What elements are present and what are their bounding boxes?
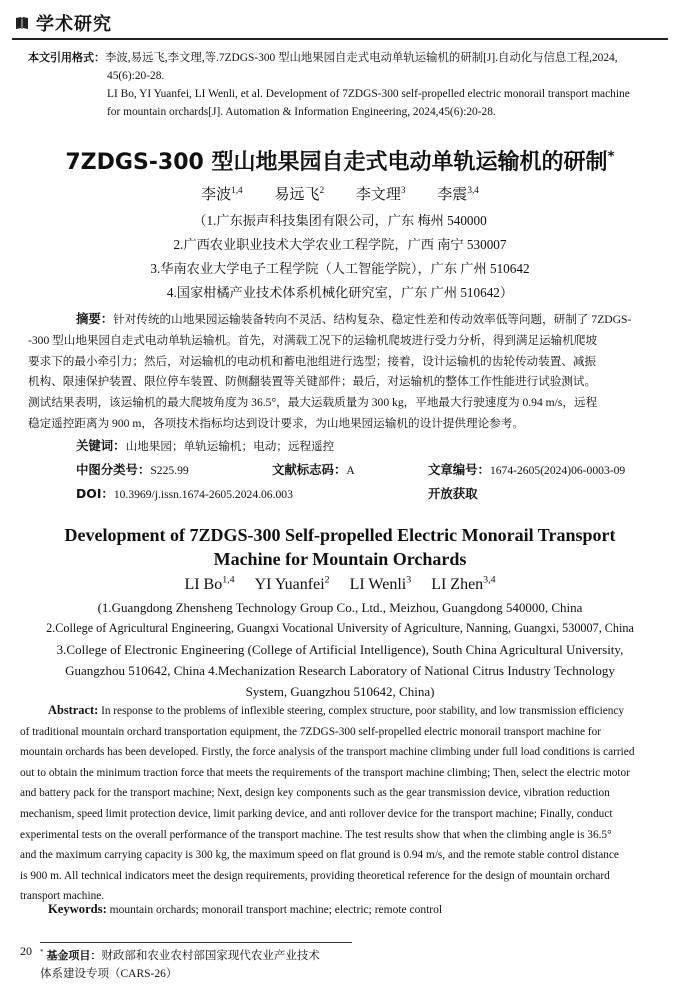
author-en: YI Yuanfei$^2$: [254, 574, 330, 593]
doi[interactable]: DOI：10.3969/j.issn.1674-2605.2024.06.003: [76, 486, 293, 501]
abstract-en-line: Abstract: In response to the problems of inflexible steering, complex structure, poor stability, and low transmission efficiency: [48, 703, 625, 717]
funding-label: 基金项目：: [46, 949, 102, 962]
keywords-cn-text: 山地果园；单轨运输机；电动；远程遥控: [125, 440, 335, 453]
abstract-en-line: of traditional mountain orchard transportation equipment, the 7ZDGS-300 self-propelled electric monorail transport machine for: [20, 725, 601, 738]
document-code: 文献标志码：A: [272, 462, 355, 477]
abstract-en-line: mechanism, speed limit protection device, limit parking device, and anti rollover device for the transport machine; Finally, conduct: [20, 807, 613, 820]
author-en: LI Zhen$^{3,4}$: [431, 574, 496, 593]
title-cn-fund-mark: *: [607, 148, 615, 165]
abstract-en-line: and the maximum carrying capacity is 300 kg, the maximum speed on flat ground is 0.94 m/s, and the remote stable control distance: [20, 849, 619, 862]
abstract-cn-label: 摘要：: [76, 311, 114, 326]
affiliation-en-3: 3.College of Electronic Engineering (College of Artificial Intelligence), South China Agricultural University,: [56, 642, 624, 657]
abstract-cn-line: 稳定遥控距离为 900 m，各项技术指标均达到设计要求，为山地果园运输机的设计提供理论参考。: [28, 416, 524, 430]
abstract-cn-line: 机构、限速保护装置、限位停车装置、防侧翻装置等关键部件；最后，对运输机的整体工作性能进行试验测试。: [28, 375, 597, 389]
keywords-en-label: Keywords:: [48, 902, 107, 916]
abstract-en-line: out to obtain the minimum traction force that meets the requirements of the transport machine climbing; Then, select the electric motor: [20, 766, 630, 779]
citation-cn-text1: 李波,易远飞,李文理,等.7ZDGS-300 型山地果园自走式电动单轨运输机的研制[J].自动化与信息工程,2024,: [105, 52, 618, 64]
author-cn: 李波$^{1,4}$: [201, 186, 243, 203]
citation-cn-line1: [28, 49, 668, 67]
keywords-cn: [76, 436, 334, 454]
author-cn: 李震$^{3,4}$: [437, 186, 479, 203]
funding-mark: *: [40, 948, 44, 957]
abstract-en-line: and battery pack for the transport machine; Next, design key components such as the gear transmission device, vibration reduction: [20, 787, 610, 800]
abstract-en-line: is 900 m. All technical indicators meet the design requirements, providing theoretical reference for the design of mountain orchard: [20, 869, 610, 882]
keywords-cn-label: 关键词：: [76, 438, 126, 453]
abstract-cn-line: 摘要：针对传统的山地果园运输装备转向不灵活、结构复杂、稳定性差和传动效率低等问题，研制了 7ZDGS-: [76, 311, 632, 326]
abstract-en: [20, 700, 662, 907]
affiliation-cn-2: 2.广西农业职业技术大学农业工程学院，广西 南宁 530007: [173, 237, 507, 252]
affiliation-cn-4: 4.国家柑橘产业技术体系机械化研究室，广东 广州 510642）: [166, 285, 514, 300]
section-title: 学术研究: [36, 14, 112, 35]
citation-label: 本文引用格式：: [28, 51, 105, 64]
funding-line2: 体系建设专项（CARS-26）: [40, 968, 178, 980]
authors-cn: [0, 183, 680, 204]
title-en-line2: Machine for Mountain Orchards: [213, 549, 467, 569]
funding-line1: * 基金项目：财政部和农业农村部国家现代农业产业技术: [40, 948, 320, 962]
keywords-en-text: mountain orchards; monorail transport machine; electric; remote control: [109, 904, 443, 916]
abstract-cn-line: 要求下的最小牵引力；然后，对运输机的电动机和蓄电池组进行选型；接着，设计运输机的齿轮传动装置、减振: [28, 354, 597, 368]
title-cn-text: 7ZDGS-300 型山地果园自走式电动单轨运输机的研制: [65, 150, 608, 175]
page-number: 20: [20, 944, 32, 958]
author-cn: 李文理$^3$: [355, 186, 406, 203]
citation-block: [28, 49, 668, 121]
page-header: [12, 8, 668, 40]
footnote-divider: [40, 942, 352, 943]
section-book-icon: [14, 15, 30, 31]
affiliation-en-4: Guangzhou 510642, China 4.Mechanization Research Laboratory of National Citrus Industry Technology: [65, 663, 615, 678]
citation-en-line1: LI Bo, YI Yuanfei, LI Wenli, et al. Development of 7ZDGS-300 self-propelled electric monorail transport machine: [107, 88, 630, 100]
title-en: [0, 523, 680, 571]
abstract-en-line: mountain orchards has been developed. Firstly, the force analysis of the transport machine climbing under full load conditions is carried: [20, 746, 635, 759]
funding-footnote: [40, 947, 360, 983]
affiliation-en-2: 2.College of Agricultural Engineering, Guangxi Vocational University of Agriculture, Nanning, Guangxi, 530007, China: [46, 621, 634, 635]
abstract-cn-line: -300 型山地果园自走式电动单轨运输机。首先，对满载工况下的运输机爬坡进行受力分析，得到满足运输机爬坡: [28, 333, 598, 347]
affiliation-cn-1: （1.广东振声科技集团有限公司，广东 梅州 540000: [193, 213, 487, 228]
citation-en-line2: for mountain orchards[J]. Automation & Information Engineering, 2024,45(6):20-28.: [107, 106, 496, 118]
affiliation-cn-3: 3.华南农业大学电子工程学院（人工智能学院），广东 广州 510642: [150, 261, 530, 276]
authors-en: [0, 576, 680, 594]
keywords-en: [48, 902, 442, 917]
citation-cn-line2: 45(6):20-28.: [107, 70, 165, 82]
title-cn: [0, 145, 680, 176]
affiliation-en-1: (1.Guangdong Zhensheng Technology Group Co., Ltd., Meizhou, Guangdong 540000, China: [97, 600, 583, 615]
abstract-cn-line: 测试结果表明，该运输机的最大爬坡角度为 36.5°，最大运载质量为 300 kg，平地最大行驶速度为 0.94 m/s，远程: [28, 396, 598, 410]
affiliation-en-5: System, Guangzhou 510642, China): [245, 684, 435, 699]
abstract-cn: [28, 309, 660, 435]
abstract-en-line: experimental tests on the overall performance of the transport machine. The test results show that when the climbing angle is 36.5°: [20, 828, 612, 841]
abstract-en-label: Abstract:: [48, 703, 99, 717]
article-number: 文章编号：1674-2605(2024)06-0003-09: [428, 462, 626, 477]
open-access: 开放获取: [428, 486, 478, 501]
author-en: LI Wenli$^3$: [349, 574, 412, 593]
author-en: LI Bo$^{1,4}$: [184, 574, 235, 593]
author-cn: 易远飞$^2$: [274, 186, 325, 203]
abstract-en-line: transport machine.: [20, 890, 105, 903]
clc-number: 中图分类号：S225.99: [76, 462, 189, 477]
title-en-line1: Development of 7ZDGS-300 Self-propelled Electric Monorail Transport: [64, 525, 616, 545]
